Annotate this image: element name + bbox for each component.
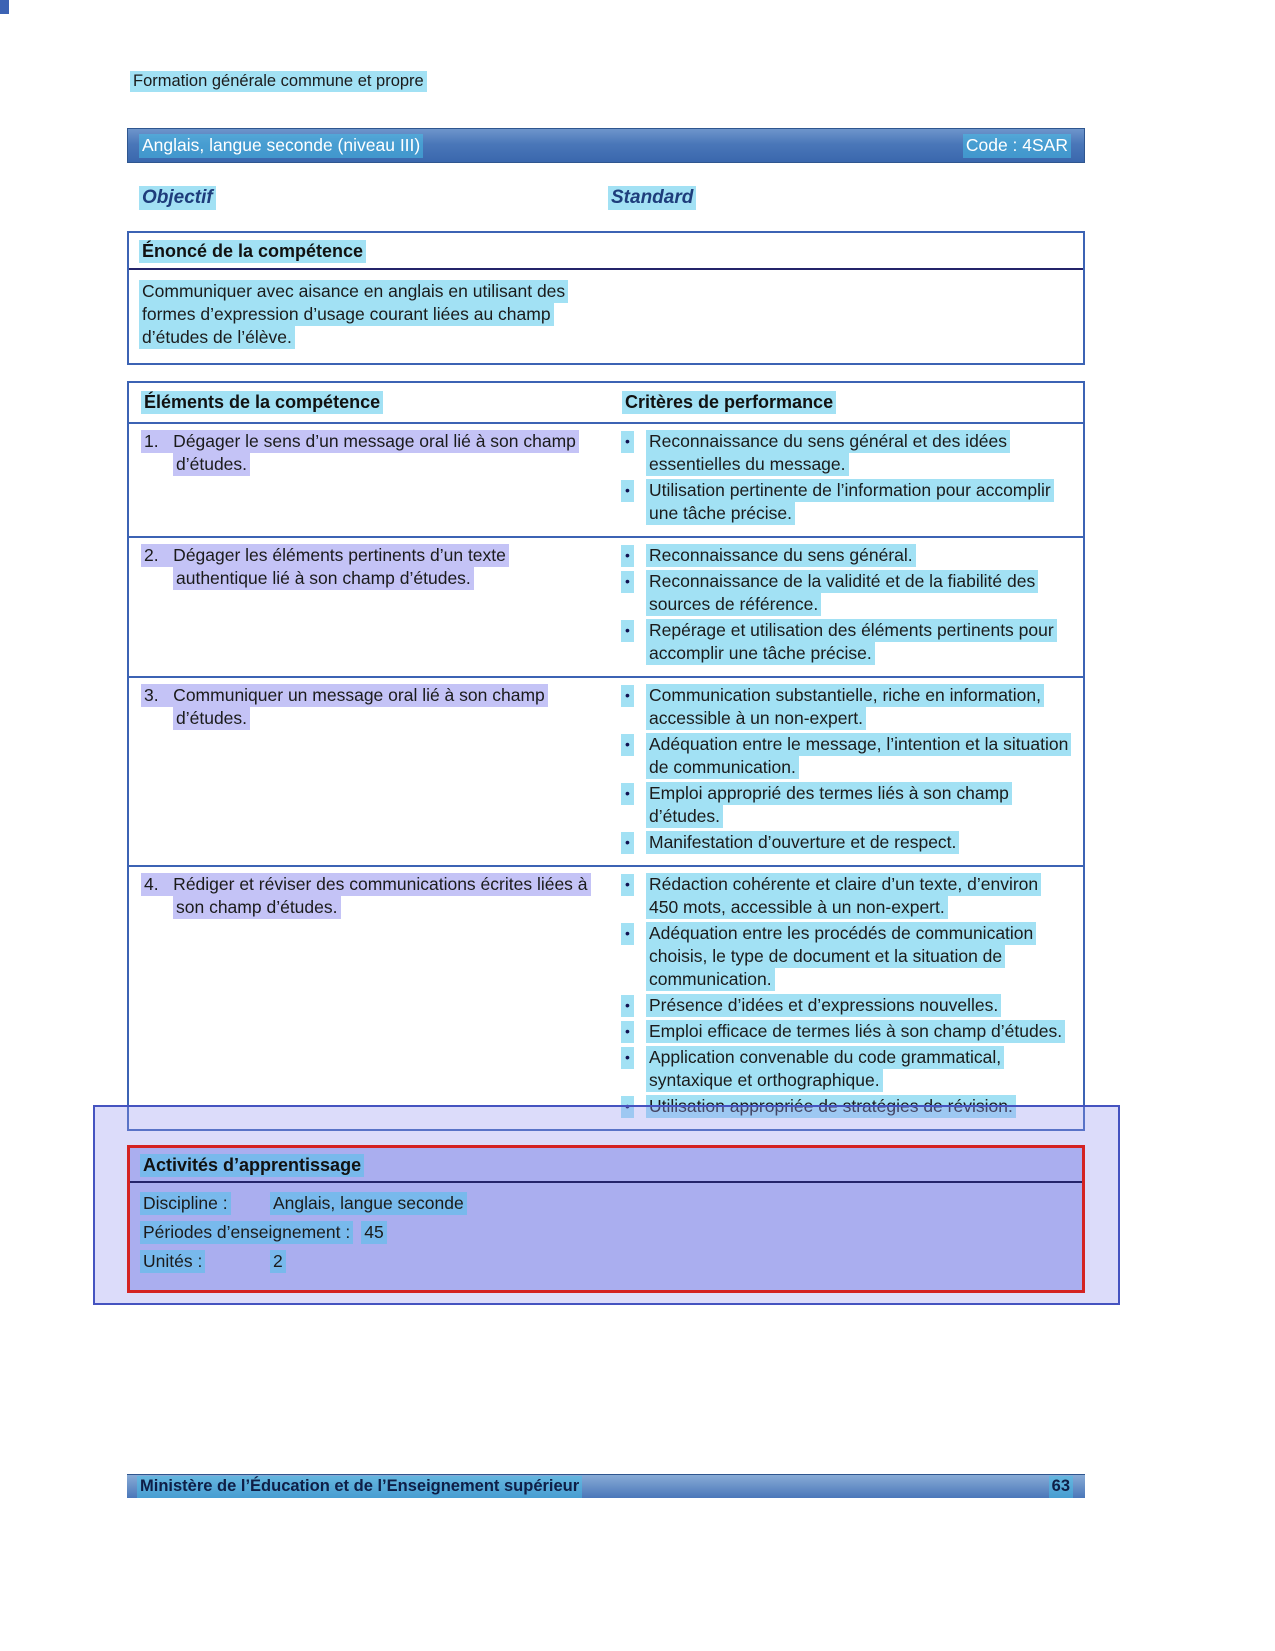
- page-content: [127, 70, 1085, 1305]
- bullet-icon: •: [621, 734, 634, 756]
- bullet-icon: •: [621, 832, 634, 854]
- criterion: [620, 619, 1071, 665]
- selection-overlay: [93, 1105, 1120, 1305]
- element-text: 1. Dégager le sens d’un message oral lié à son champ d’études.: [141, 430, 579, 476]
- activity-row: [140, 1250, 1072, 1273]
- table-row: [129, 422, 1083, 536]
- criteria-cell: [612, 544, 1083, 668]
- criteria-cell: [612, 684, 1083, 857]
- bullet-icon: •: [621, 1021, 634, 1043]
- element-text-block: [141, 430, 598, 476]
- bullet-icon: •: [621, 1047, 634, 1069]
- bullet-icon: •: [621, 874, 634, 896]
- criterion: [620, 684, 1071, 730]
- criterion-text: Reconnaissance du sens général.: [646, 544, 916, 567]
- table-body: [129, 422, 1083, 1129]
- table-row: [129, 536, 1083, 676]
- element-text: 4. Rédiger et réviser des communications écrites liées à son champ d’études.: [141, 873, 591, 919]
- criterion-text: Reconnaissance de la validité et de la fiabilité des sources de référence.: [646, 570, 1038, 616]
- bullet-icon: •: [621, 685, 634, 707]
- criterion: [620, 1020, 1071, 1043]
- activites-body: [130, 1183, 1082, 1290]
- page-footer: [127, 1474, 1085, 1498]
- elements-column-header: [129, 392, 612, 413]
- criterion-text: Utilisation pertinente de l’information pour accomplir une tâche précise.: [646, 479, 1054, 525]
- enonce-header-text: Énoncé de la compétence: [139, 240, 366, 263]
- element-cell: [129, 684, 612, 857]
- criterion: [620, 1046, 1071, 1092]
- table-row: [129, 865, 1083, 1129]
- criterion-text: Emploi efficace de termes liés à son champ d’études.: [646, 1020, 1065, 1043]
- objectif-column: [127, 187, 608, 209]
- table-row: [129, 676, 1083, 865]
- activity-label: Unités :: [140, 1250, 205, 1273]
- criterion-text: Application convenable du code grammatical, syntaxique et orthographique.: [646, 1046, 1004, 1092]
- course-code: Code : 4SAR: [963, 134, 1071, 158]
- bullet-icon: •: [621, 545, 634, 567]
- criteria-cell: [612, 873, 1083, 1121]
- enonce-box: [127, 231, 1085, 365]
- bullet-icon: •: [621, 431, 634, 453]
- criterion-text: Communication substantielle, riche en information, accessible à un non-expert.: [646, 684, 1044, 730]
- objectif-heading: Objectif: [139, 186, 216, 210]
- title-bar: [127, 128, 1085, 163]
- section-label-text: Formation générale commune et propre: [130, 71, 427, 92]
- criterion-text: Reconnaissance du sens général et des idées essentielles du message.: [646, 430, 1010, 476]
- footer-ministry-text: Ministère de l’Éducation et de l’Enseignement supérieur: [137, 1476, 582, 1498]
- criteres-header-text: Critères de performance: [622, 391, 836, 414]
- activity-value: Anglais, langue seconde: [270, 1192, 467, 1215]
- bullet-icon: •: [621, 1096, 634, 1118]
- enonce-body: [129, 270, 1083, 363]
- activites-header-text: Activités d’apprentissage: [140, 1154, 364, 1177]
- bullet-icon: •: [621, 480, 634, 502]
- element-text: 3. Communiquer un message oral lié à son champ d’études.: [141, 684, 548, 730]
- element-text: 2. Dégager les éléments pertinents d’un texte authentique lié à son champ d’études.: [141, 544, 509, 590]
- criterion-text: Adéquation entre les procédés de communication choisis, le type de document et la situation de communication.: [646, 922, 1036, 991]
- course-title: Anglais, langue seconde (niveau III): [139, 134, 423, 158]
- criterion: [620, 733, 1071, 779]
- activity-label: Périodes d’enseignement :: [140, 1221, 353, 1244]
- criterion-text: Manifestation d’ouverture et de respect.: [646, 831, 959, 854]
- enonce-header: [129, 233, 1083, 270]
- bullet-icon: •: [621, 571, 634, 593]
- activity-label-wrap: [140, 1192, 262, 1215]
- element-cell: [129, 430, 612, 528]
- criteria-cell: [612, 430, 1083, 528]
- standard-heading: Standard: [608, 186, 696, 210]
- bullet-icon: •: [621, 783, 634, 805]
- activites-header: [130, 1148, 1082, 1183]
- elements-header-text: Éléments de la compétence: [141, 391, 383, 414]
- page-number: 63: [1049, 1476, 1073, 1498]
- element-text-block: [141, 544, 598, 590]
- element-text-block: [141, 684, 598, 730]
- criterion: [620, 831, 1071, 854]
- criterion: [620, 873, 1071, 919]
- criterion: [620, 544, 1071, 567]
- activity-label: Discipline :: [140, 1192, 231, 1215]
- element-text-block: [141, 873, 598, 919]
- bullet-icon: •: [621, 923, 634, 945]
- criterion: [620, 479, 1071, 525]
- criterion-text: Emploi approprié des termes liés à son champ d’études.: [646, 782, 1012, 828]
- bullet-icon: •: [621, 620, 634, 642]
- competence-table: [127, 381, 1085, 1131]
- activity-label-wrap: [140, 1250, 262, 1273]
- activity-value: 2: [270, 1250, 286, 1273]
- criterion-text: Rédaction cohérente et claire d’un texte, d’environ 450 mots, accessible à un non-expert.: [646, 873, 1041, 919]
- standard-column: [608, 187, 696, 209]
- activity-label-wrap: [140, 1221, 353, 1244]
- enonce-text: Communiquer avec aisance en anglais en utilisant des formes d’expression d’usage courant liées au champ d’études de l’élève.: [139, 280, 568, 349]
- element-cell: [129, 544, 612, 668]
- criterion: [620, 994, 1071, 1017]
- table-header-row: [129, 383, 1083, 422]
- enonce-text-block: [139, 280, 591, 349]
- criterion: [620, 430, 1071, 476]
- activity-row: [140, 1221, 1072, 1244]
- criteres-column-header: [612, 392, 836, 413]
- corner-mark: [0, 0, 9, 14]
- criterion: [620, 570, 1071, 616]
- criterion-text: Repérage et utilisation des éléments pertinents pour accomplir une tâche précise.: [646, 619, 1057, 665]
- criterion-text: Adéquation entre le message, l’intention et la situation de communication.: [646, 733, 1071, 779]
- criterion: [620, 782, 1071, 828]
- activity-row: [140, 1192, 1072, 1215]
- objectif-standard-row: [127, 187, 1085, 209]
- activity-value: 45: [361, 1221, 386, 1244]
- activites-box: [127, 1145, 1085, 1293]
- element-cell: [129, 873, 612, 1121]
- section-label: [130, 70, 1085, 92]
- criterion-text: Présence d’idées et d’expressions nouvelles.: [646, 994, 1001, 1017]
- bullet-icon: •: [621, 995, 634, 1017]
- criterion-text: Utilisation appropriée de stratégies de révision.: [646, 1095, 1016, 1118]
- criterion: [620, 922, 1071, 991]
